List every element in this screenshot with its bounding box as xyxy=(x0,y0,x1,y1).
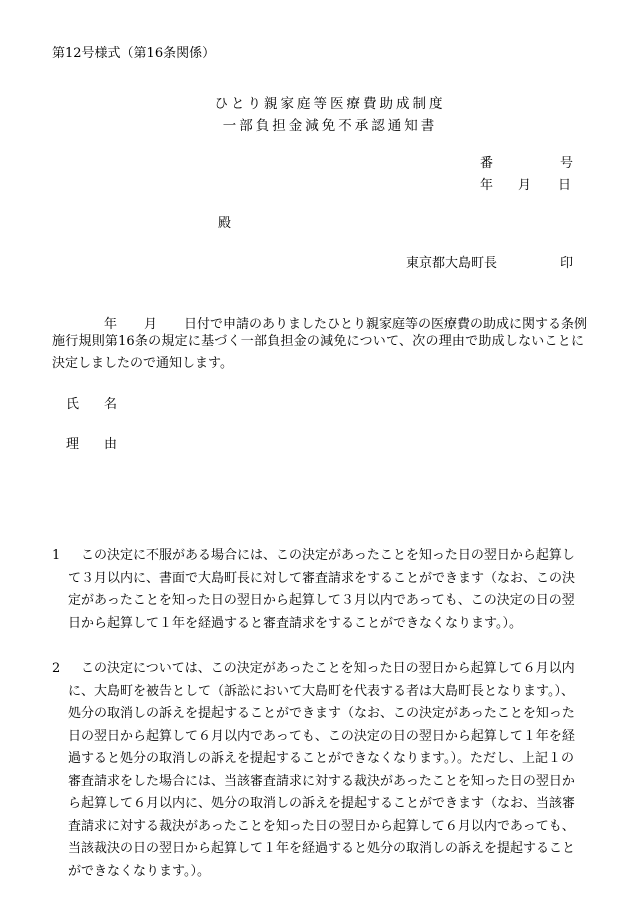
field-reason-char1: 理 xyxy=(66,437,80,452)
body-first-line: 日付で申請のありましたひとり親家庭等の医療費の助成に関する条例 xyxy=(184,317,588,332)
document-title-line1: ひとり親家庭等医療費助成制度 xyxy=(214,96,446,112)
date-month: 月 xyxy=(518,178,532,193)
date-day: 日 xyxy=(558,178,572,193)
number-label: 番 xyxy=(480,156,494,171)
form-number-label: 第12号様式（第16条関係） xyxy=(52,46,216,61)
body-date-month: 月 xyxy=(144,317,158,332)
date-year: 年 xyxy=(480,178,494,193)
note-2 xyxy=(52,658,586,883)
document-title-line2: 一部負担金減免不承認通知書 xyxy=(222,118,438,134)
field-reason-char2: 由 xyxy=(104,437,118,452)
note-2-text: この決定については、この決定があったことを知った日の翌日から起算して６月以内に、大島町を被告として（訴訟において大島町を代表する者は大島町長となります。）、処分の取消しの訴えを提起することができます（なお、この決定があったことを知った日の翌日から起算して６月以内であっても、この決定の日の翌日から起算して１年を経過すると処分の取消しの訴えを提起することができなくなります。）。ただし、上記１の審査請求をした場合には、当該審査請求に対する裁決があったことを知った日の翌日から起算して６月以内に、処分の取消しの訴えを提起することができます（なお、当該審査請求に対する裁決があったことを知った日の翌日から起算して６月以内であっても、当該裁決の日の翌日から起算して１年を経過すると処分の取消しの訴えを提起することができなくなります。）。 xyxy=(68,661,576,879)
field-name-char1: 氏 xyxy=(66,397,80,412)
body-paragraph: 施行規則第16条の規定に基づく一部負担金の減免について、次の理由で助成しないことに決定しましたので通知します。 xyxy=(52,334,584,371)
note-2-number: 2 xyxy=(52,661,61,676)
body-date-year: 年 xyxy=(104,317,118,332)
note-1 xyxy=(52,545,586,635)
issuer-name: 東京都大島町長 xyxy=(406,256,498,271)
number-suffix: 号 xyxy=(560,156,574,171)
seal-mark: 印 xyxy=(560,256,574,271)
field-name-char2: 名 xyxy=(104,397,118,412)
addressee-suffix: 殿 xyxy=(218,216,232,231)
note-1-text: この決定に不服がある場合には、この決定があったことを知った日の翌日から起算して３月以内に、書面で大島町長に対して審査請求をすることができます（なお、この決定があったことを知った日の翌日から起算して３月以内であっても、この決定の日の翌日から起算して１年を経過すると審査請求をすることができなくなります。）。 xyxy=(68,548,576,631)
note-1-number: 1 xyxy=(52,548,61,563)
